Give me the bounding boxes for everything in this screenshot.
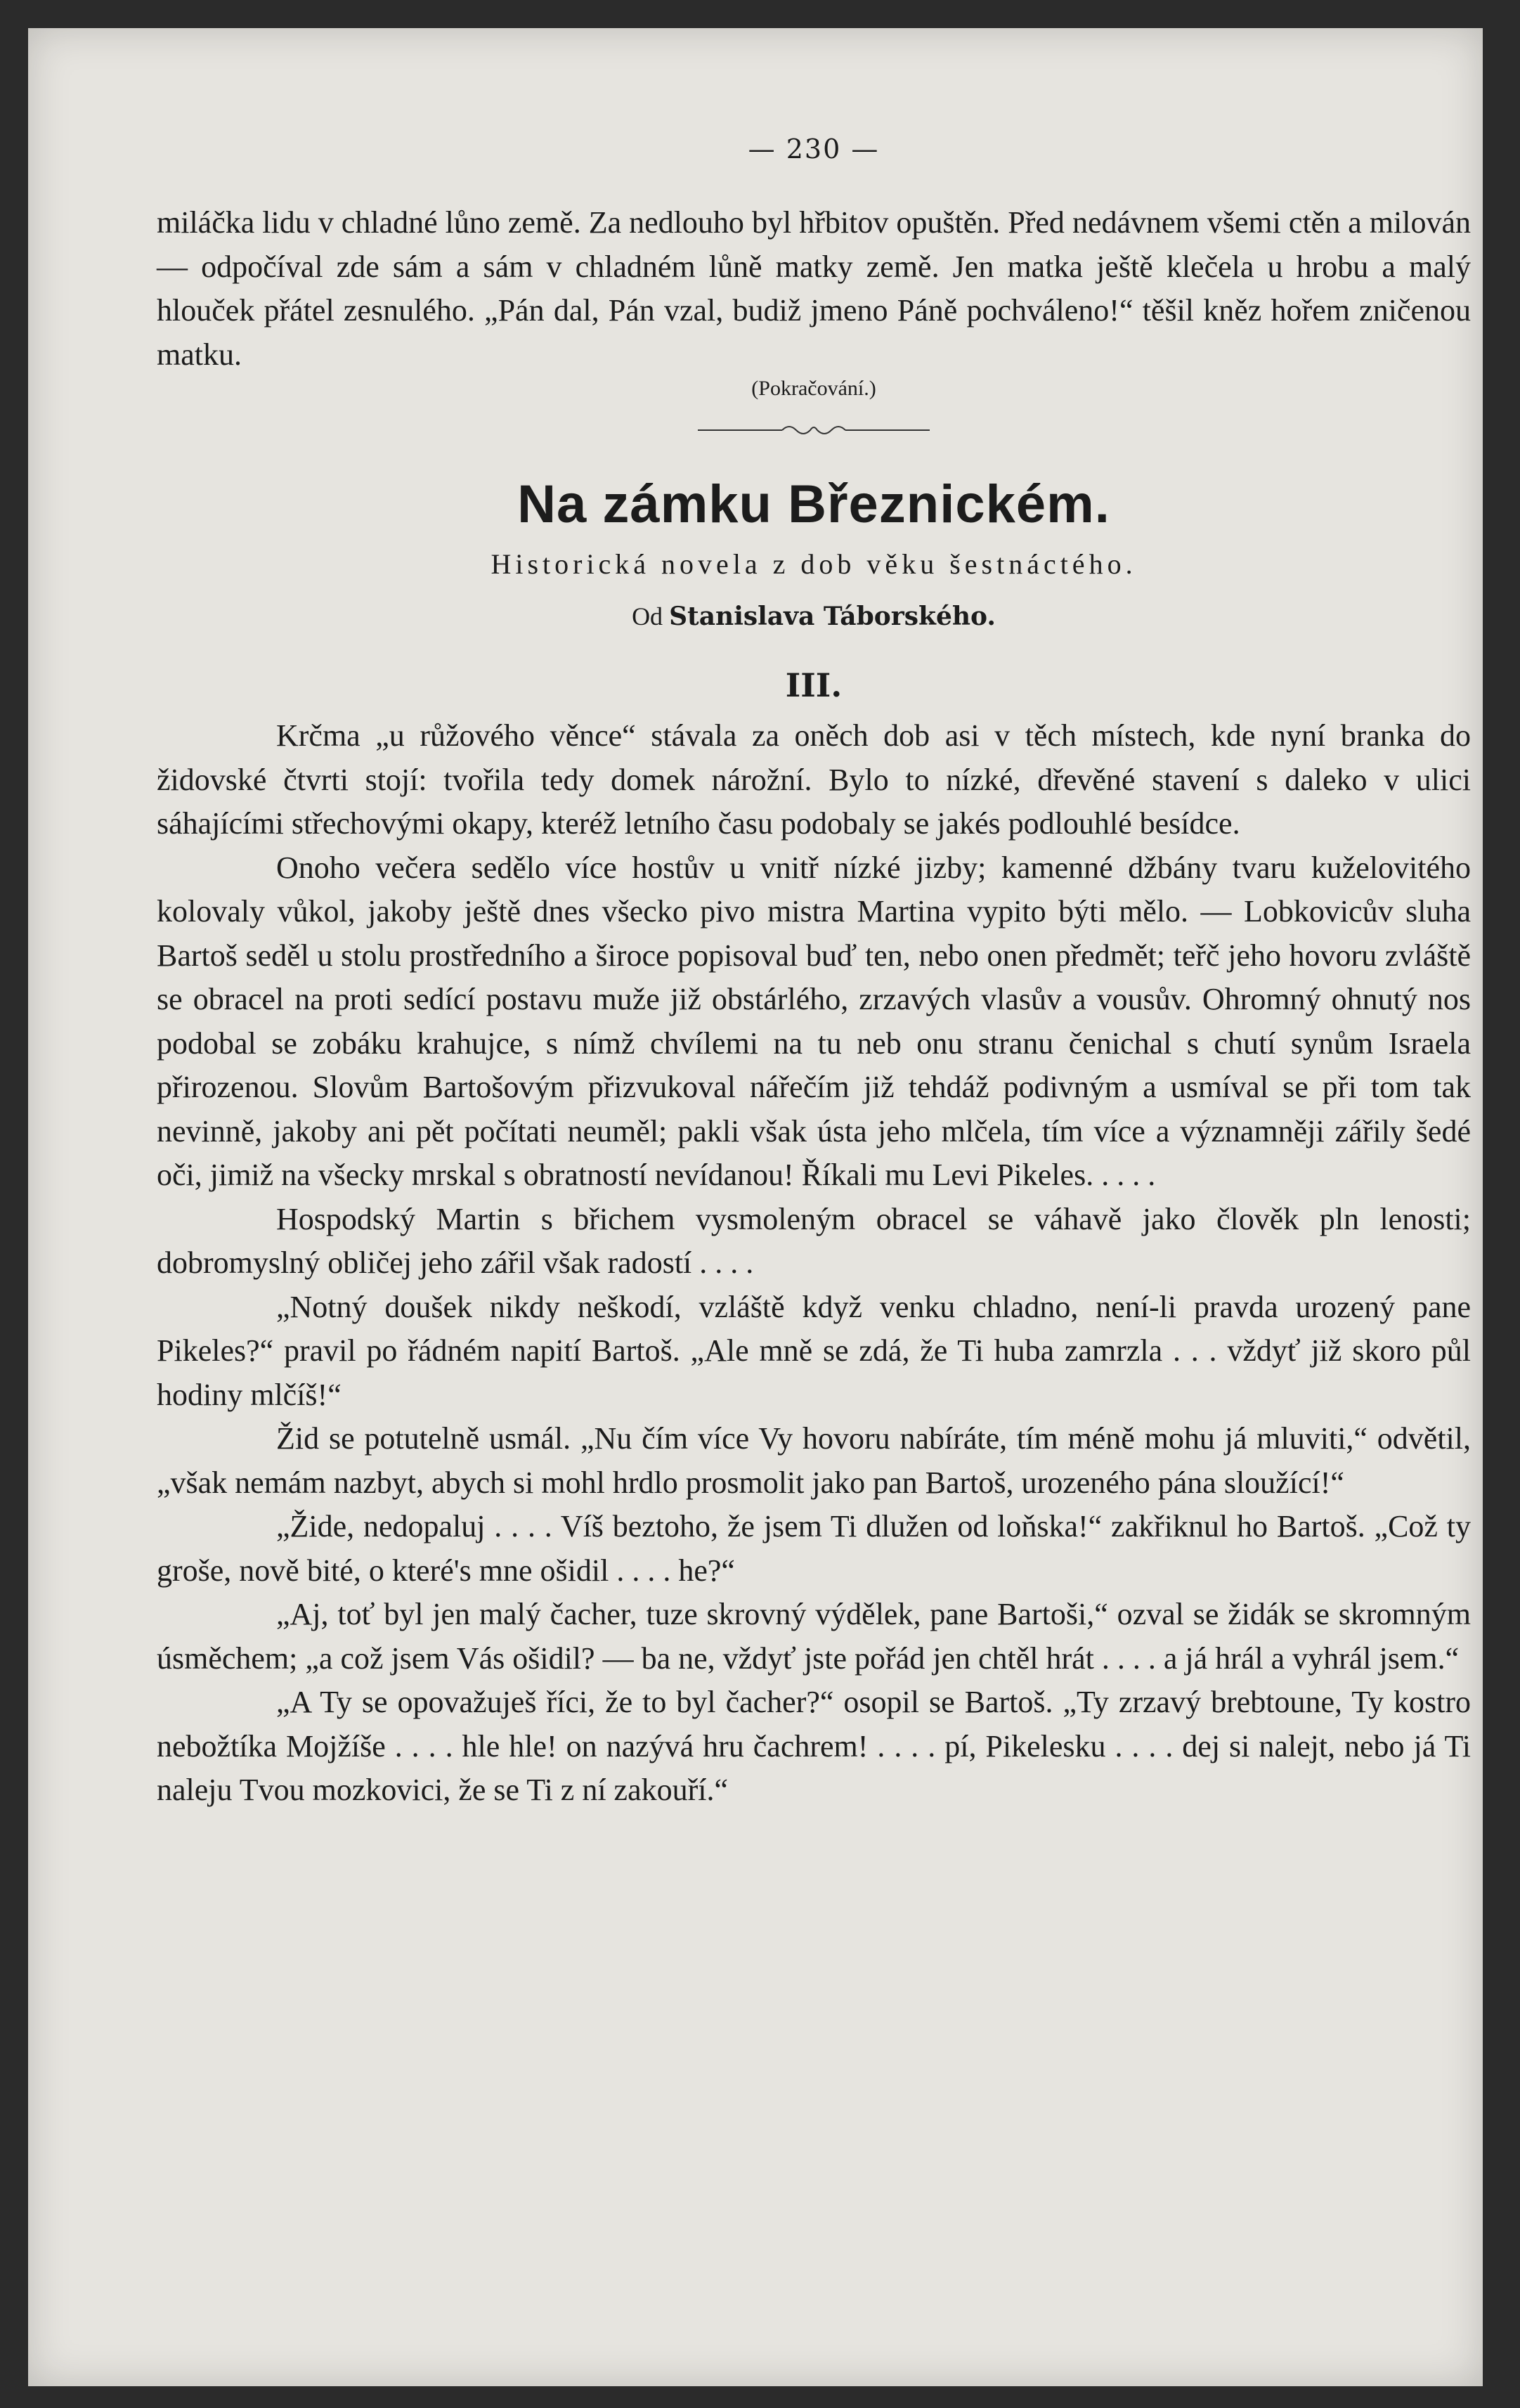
byline-prefix: Od (632, 602, 663, 630)
author-name: Stanislava Táborského. (669, 602, 996, 631)
page-content (157, 134, 1471, 1813)
continued-note: (Pokračování.) (751, 377, 876, 400)
book-page (28, 28, 1483, 2386)
previous-story-ending: miláčka lidu v chladné lůno země. Za nedlouho byl hřbitov opuštěn. Před nedávnem všemi ctěn a milován — odpočíval zde sám a sám v chladném lůně matky země. Jen matka ještě klečela u hrobu a malý hlouček přátel zesnulého. „Pán dal, Pán vzal, budiž jmeno Páně pochváleno!“ těšil kněz hořem zničenou matku. (157, 205, 1471, 372)
story-title: Na zámku Březnickém. (517, 474, 1110, 534)
paragraph-7: „Aj, toť byl jen malý čacher, tuze skrovný výdělek, pane Bartoši,“ ozval se židák se skromným úsměchem; „a což jsem Vás ošidil? — ba ne, vždyť jste pořád jen chtěl hrát . . . . a já hrál a vyhrál jsem.“ (157, 1597, 1471, 1676)
paragraph-3: Hospodský Martin s břichem vysmoleným obracel se váhavě jako člověk pln lenosti; dobromyslný obličej jeho zářil však radostí . . . . (157, 1201, 1471, 1280)
paragraph-4: „Notný doušek nikdy neškodí, vzláště když venku chladno, není-li pravda urozený pane Pikeles?“ pravil po řádném napití Bartoš. „Ale mně se zdá, že Ti huba zamrzla . . . vždyť již skoro půl hodiny mlčíš!“ (157, 1289, 1471, 1412)
paragraph-1: Krčma „u růžového věnce“ stávala za oněch dob asi v těch místech, kde nyní branka do židovské čtvrti stojí: tvořila tedy domek nárožní. Bylo to nízké, dřevěné stavení s daleko v ulici sáhajícími střechovými okapy, kteréž letního času podobaly se jakés podlouhlé besídce. (157, 718, 1471, 841)
section-divider-ornament (698, 422, 930, 439)
paragraph-5: Žid se potutelně usmál. „Nu čím více Vy hovoru nabíráte, tím méně mohu já mluviti,“ odvětil, „však nemám nazbyt, abych si mohl hrdlo prosmolit jako pan Bartoš, urozeného pána sloužící!“ (157, 1421, 1471, 1500)
paragraph-2: Onoho večera sedělo více hostův u vnitř nízké jizby; kamenné džbány tvaru kuželovitého kolovaly vůkol, jakoby ještě dnes všecko pivo mistra Martina vypito býti mělo. — Lobkovicův sluha Bartoš seděl u stolu prostředního a široce popisoval buď ten, nebo onen předmět; teřč jeho hovoru zvláště se obracel na proti sedící postavu muže již obstárlého, zrzavých vlasův a vousův. Ohromný ohnutý nos podobal se zobáku krahujce, s nímž chvílemi na tu neb onu stranu čenichal s chutí synům Israela přirozenou. Slovům Bartošovým přizvukoval nářečím již tehdáž podivným a usmíval se při tom tak nevinně, jakoby ani pět počítati neuměl; pakli však ústa jeho mlčela, tím více a významněji zářily šedé oči, jimiž na všecky mrskal s obratností nevídanou! Říkali mu Levi Pikeles. . . . . (157, 850, 1471, 1192)
paragraph-8: „A Ty se opovažuješ říci, že to byl čacher?“ osopil se Bartoš. „Ty zrzavý brebtoune, Ty kostro nebožtíka Mojžíše . . . . hle hle! on nazývá hru čachrem! . . . . pí, Pikelesku . . . . dej si nalejt, nebo já Ti naleju Tvou mozkovici, že se Ti z ní zakouří.“ (157, 1685, 1471, 1807)
chapter-number: III. (785, 666, 843, 704)
byline (157, 602, 1471, 631)
story-subtitle: Historická novela z dob věku šestnáctého. (491, 548, 1137, 580)
paragraph-6: „Žide, nedopaluj . . . . Víš beztoho, že jsem Ti dlužen od loňska!“ zakřiknul ho Bartoš. „Což ty groše, nově bité, o které's mne ošidil . . . . he?“ (157, 1509, 1471, 1588)
page-number: — 230 — (748, 134, 880, 164)
